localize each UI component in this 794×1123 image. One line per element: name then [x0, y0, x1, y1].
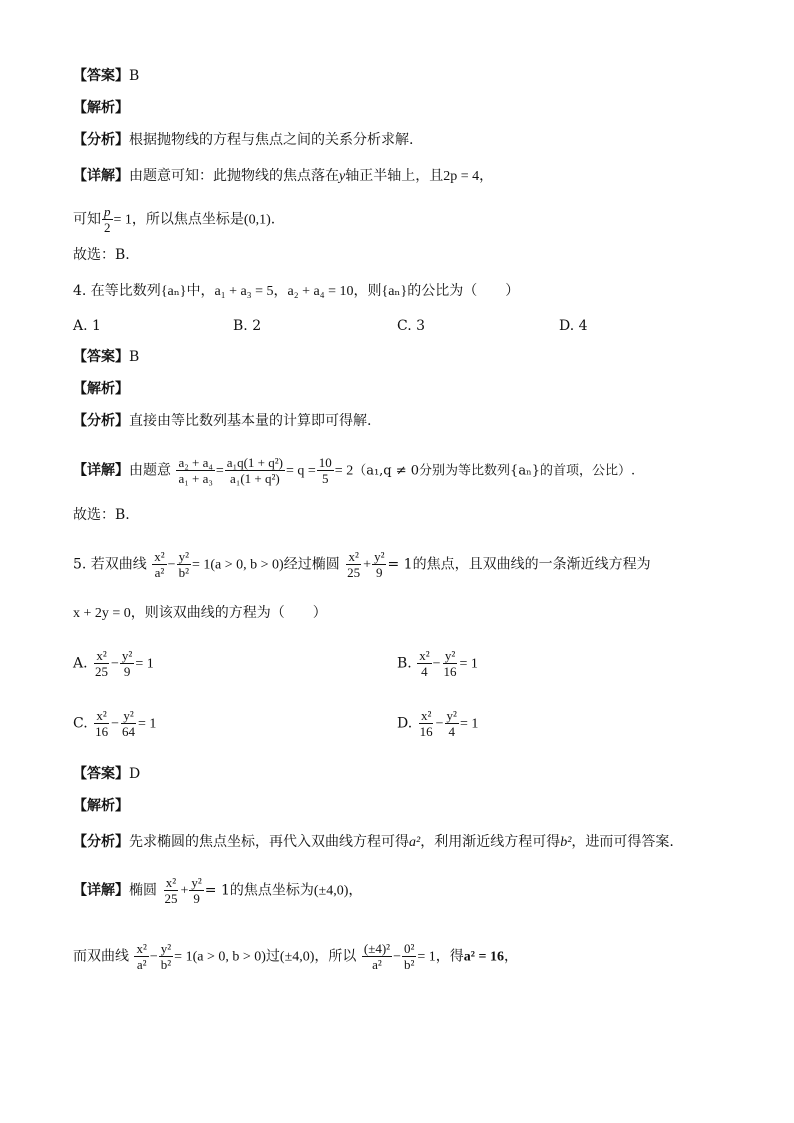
q4-stem-text: 的公比为（ ） [407, 283, 520, 299]
q5-option-a: A. $\frac{\text{x²}}{25}$ − $\frac{\text{y²}}{9}$ = 1 [73, 648, 154, 679]
answer-value: B [129, 68, 140, 84]
math-expr: = q = [286, 463, 316, 479]
math-fraction: $\frac{\text{y²}}{9}$ [191, 875, 202, 906]
fenxi-tag: 【分析】 [73, 834, 129, 850]
math-result: a² = 16 [463, 949, 504, 965]
q4-stem-text: ， [273, 283, 288, 299]
analysis-tag: 【解析】 [73, 798, 129, 814]
fenxi-text: 先求椭圆的焦点坐标，再代入双曲线方程可得 [129, 834, 409, 850]
math-expr: {aₙ} [160, 284, 187, 299]
answer-line [73, 66, 139, 86]
analysis-tag: 【解析】 [73, 100, 129, 116]
q5-stem-text: = 1的焦点，且双曲线的一条渐近线方程为 [387, 556, 651, 573]
math-point: (0,1) [243, 212, 271, 228]
answer-tag: 【答案】 [73, 349, 129, 365]
fenxi-line [73, 130, 413, 150]
q4-stem-text: 4. 在等比数列 [73, 283, 161, 299]
answer-tag: 【答案】 [73, 766, 129, 782]
fenxi-text: 根据抛物线的方程与焦点之间的关系分析求解. [129, 132, 414, 148]
math-expr: = 1，得 [417, 949, 464, 965]
detail-line: 【详解】由题意 $\frac{\text{a₂ + a₄}}{\text{a₁ + a₃}}$ = $\frac{\text{a₁q(1 + q²)}}{\text{a₁(1 + q²)}}$ = q = $\frac{10}{5}$ = 2（a₁,q ≠ 0分别为等比数列{aₙ}的首项，公比）. [73, 455, 636, 486]
fenxi-line [73, 411, 371, 431]
choice-line [73, 245, 130, 265]
detail-line [73, 166, 493, 187]
detail-tag: 【详解】 [73, 168, 129, 184]
math-fraction: $\frac{\text{x²}}{25}$ [347, 549, 361, 580]
detail-text: 椭圆 [129, 882, 157, 899]
q4-option-d: D. 4 [559, 318, 588, 334]
detail-tag: 【详解】 [73, 882, 129, 899]
analysis-tag: 【解析】 [73, 381, 129, 397]
punct: . [270, 211, 276, 228]
math-fraction: $\frac{\text{y²}}{9}$ [374, 549, 385, 580]
q5-option-c: C. $\frac{\text{x²}}{16}$ − $\frac{\text{y²}}{64}$ = 1 [73, 708, 157, 739]
math-expr: a₁ + a₃ = 5 [214, 284, 274, 299]
q4-stem-text: ，则 [353, 283, 382, 299]
answer-line [73, 764, 140, 784]
math-expr: = 2 [334, 463, 354, 479]
math-expr: {aₙ} [381, 284, 408, 299]
math-fraction: $\frac{\text{x²}}{\text{a²}}$ [154, 549, 165, 580]
detail-line-2 [73, 204, 275, 235]
math-fraction: $\frac{\text{y²}}{\text{b²}}$ [178, 549, 189, 580]
detail-text: 可知 [73, 211, 101, 228]
math-fraction: $\frac{\text{0²}}{\text{b²}}$ [403, 941, 415, 972]
math-fraction: $\frac{\text{y²}}{\text{b²}}$ [160, 941, 172, 972]
q5-stem-text: 5. 若双曲线 [73, 556, 147, 573]
detail-text: = 1的焦点坐标为 [204, 882, 314, 899]
q4-stem [73, 281, 519, 302]
analysis-heading [73, 379, 129, 399]
fenxi-tag: 【分析】 [73, 132, 129, 148]
q5-stem-text: = 1(a > 0, b > 0)经过椭圆 [191, 557, 340, 573]
detail-text: ，所以 [314, 948, 357, 965]
fenxi-text: ，利用渐近线方程可得 [420, 834, 561, 850]
math-fraction: $\frac{\text{x²}}{25}$ [164, 875, 178, 906]
q5-stem-text: x + 2y = 0，则该双曲线的方程为（ ） [73, 606, 327, 621]
math-fraction: $\frac{\text{x²}}{\text{a²}}$ [136, 941, 147, 972]
punct: ， [503, 948, 518, 965]
math-expr: = 1(a > 0, b > 0)过 [174, 949, 280, 965]
q4-option-a: A. 1 [73, 318, 101, 334]
choice-text: 故选：B. [73, 247, 130, 263]
analysis-heading [73, 796, 129, 816]
math-expr: a₂ + a₄ = 10 [287, 284, 354, 299]
math-expr: 2p = 4， [443, 169, 494, 184]
fenxi-text: 直接由等比数列基本量的计算即可得解. [129, 413, 372, 429]
answer-value: D [129, 766, 141, 782]
detail-line-2: 而双曲线 $\frac{\text{x²}}{\text{a²}}$ − $\frac{\text{y²}}{\text{b²}}$ = 1(a > 0, b > 0)过(±4,0)，所以 $\frac{\text{(±4)²}}{\text{a²}}$ − $\frac{\text{0²}}{\text{b²}}$ = 1，得a² = 16， [73, 941, 518, 972]
math-point: (±4,0) [279, 949, 315, 965]
fenxi-tag: 【分析】 [73, 413, 129, 429]
math-var: y [339, 169, 346, 184]
detail-text: 轴正半轴上，且 [345, 168, 444, 184]
q4-option-c: C. 3 [397, 318, 426, 334]
q4-stem-text: 中， [186, 283, 215, 299]
detail-line: 【详解】椭圆 $\frac{\text{x²}}{25}$ + $\frac{\text{y²}}{9}$ = 1的焦点坐标为(±4,0)， [73, 875, 363, 906]
q5-option-b: B. $\frac{\text{x²}}{4}$ − $\frac{\text{y²}}{16}$ = 1 [397, 648, 478, 679]
math-var: b² [560, 835, 572, 850]
math-fraction: $\frac{\text{(±4)²}}{\text{a²}}$ [363, 941, 391, 972]
q5-option-d: D. $\frac{\text{x²}}{16}$ − $\frac{\text{y²}}{4}$ = 1 [397, 708, 479, 739]
detail-text: 由题意可知：此抛物线的焦点落在 [129, 168, 339, 184]
choice-line [73, 505, 130, 525]
math-var: a² [409, 835, 421, 850]
math-expr: = 1，所以焦点坐标是 [113, 212, 244, 228]
fenxi-line [73, 832, 674, 853]
detail-text: 由题意 [129, 462, 171, 479]
answer-tag: 【答案】 [73, 68, 129, 84]
q4-option-b: B. 2 [233, 318, 262, 334]
punct: ， [348, 882, 363, 899]
answer-line [73, 347, 139, 367]
detail-note: （a₁,q ≠ 0分别为等比数列{aₙ}的首项，公比）. [353, 463, 636, 479]
math-fraction: $\frac{\text{a₁q(1 + q²)}}{\text{a₁(1 + q²)}}$ [226, 455, 283, 486]
choice-text: 故选：B. [73, 507, 130, 523]
math-fraction: $\frac{p}{2}$ [104, 204, 111, 235]
math-fraction: $\frac{\text{a₂ + a₄}}{\text{a₁ + a₃}}$ [178, 455, 213, 486]
analysis-heading [73, 98, 129, 118]
q5-stem-line-2 [73, 603, 327, 624]
math-point: (±4,0) [313, 883, 349, 899]
detail-text: 而双曲线 [73, 948, 129, 965]
q5-stem: 5. 若双曲线 $\frac{\text{x²}}{\text{a²}}$ − $\frac{\text{y²}}{\text{b²}}$ = 1(a > 0, b > 0)经过椭圆 $\frac{\text{x²}}{25}$ + $\frac{\text{y²}}{9}$ = 1的焦点，且双曲线的一条渐近线方程为 [73, 549, 651, 580]
detail-tag: 【详解】 [73, 462, 129, 479]
math-fraction: $\frac{10}{5}$ [318, 455, 332, 486]
answer-value: B [129, 349, 140, 365]
fenxi-text: ，进而可得答案. [571, 834, 674, 850]
